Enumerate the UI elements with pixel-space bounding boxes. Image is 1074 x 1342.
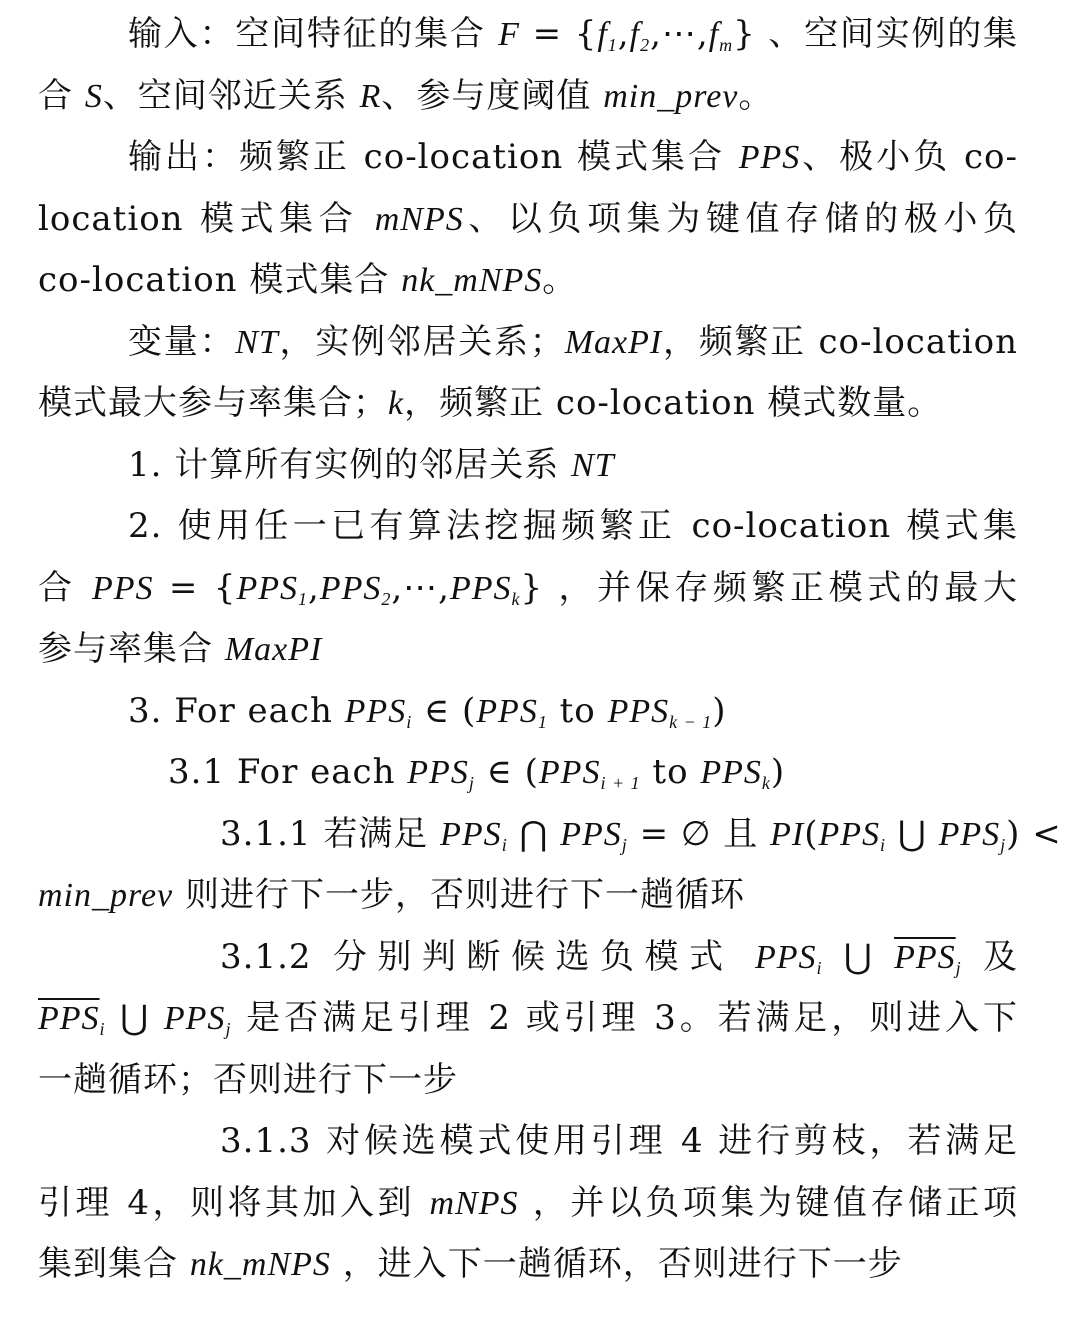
text-run: location 模式集合: [38, 198, 375, 239]
math-overline-symbol: $\overline{PPS}$: [894, 938, 956, 976]
step-3-1-3-line-1: [38, 1111, 1018, 1173]
math-symbol: PPS: [91, 569, 154, 607]
text-run: 输出：频繁正 co-location 模式集合: [128, 137, 739, 177]
math-symbol: PPS: [700, 754, 762, 791]
step-3-1-3-line-3: [38, 1234, 1018, 1296]
text-run: co-location 模式集合: [38, 260, 402, 300]
math-symbol: nk_mNPS: [189, 1246, 331, 1283]
text-run: 一趟循环；否则进行下一步: [38, 1059, 458, 1100]
text-run: ,⋯,: [391, 567, 450, 608]
text-run: 引理 4，则将其加入到: [38, 1182, 430, 1223]
math-subscript: 1: [537, 711, 548, 732]
text-run: = ∅ 且: [627, 813, 771, 854]
math-subscript: i: [880, 834, 887, 855]
text-run: } ，并保存频繁正模式的最大: [520, 567, 1018, 608]
math-symbol: PI: [770, 815, 805, 853]
text-run: ∈ (: [412, 690, 477, 731]
math-symbol: mNPS: [374, 200, 464, 238]
variables-line-2: [38, 373, 1018, 435]
math-subscript: i: [816, 957, 823, 978]
math-symbol: PPS: [163, 1000, 226, 1037]
math-symbol: F: [498, 16, 521, 53]
text-run: 及: [961, 936, 1018, 977]
algorithm-page: [38, 4, 1062, 1296]
math-symbol: PPS: [440, 815, 502, 853]
math-symbol: PPS: [319, 569, 382, 607]
step-3-1-3-line-2: [38, 1173, 1018, 1235]
text-run: 3.1.1 若满足: [220, 813, 441, 854]
math-subscript: 1: [297, 588, 308, 609]
math-subscript: k: [761, 773, 771, 793]
math-subscript: 1: [607, 35, 618, 55]
text-run: ⋃: [886, 813, 939, 854]
math-subscript: m: [719, 35, 734, 55]
step-2-line-2: [38, 558, 1018, 620]
text-run: = {: [520, 14, 598, 54]
math-symbol: min_prev: [603, 77, 739, 115]
step-3-1-2-line-3: [38, 1050, 1018, 1112]
text-run: 变量：: [128, 321, 236, 362]
text-run: ∈ (: [474, 752, 539, 792]
math-symbol: R: [359, 77, 382, 115]
math-symbol: min_prev: [38, 877, 174, 914]
math-symbol: PPS: [754, 938, 817, 976]
text-run: ⋃: [822, 936, 895, 977]
text-run: ，并以负项集为键值存储正项: [518, 1182, 1019, 1223]
step-2-line-3: [38, 619, 1018, 681]
math-symbol: PPS: [818, 815, 881, 853]
text-run: ，频繁正 co-location: [662, 321, 1019, 362]
step-3-1-2-line-2: [38, 988, 1018, 1050]
math-symbol: PPS: [607, 692, 670, 730]
text-run: ，频繁正 co-location 模式数量。: [404, 383, 943, 423]
step-2-line-1: [38, 496, 1018, 558]
math-subscript: j: [225, 1019, 232, 1039]
text-run: 是否满足引理 2 或引理 3。若满足，则进入下: [231, 998, 1018, 1038]
math-symbol: S: [84, 77, 103, 115]
math-subscript: j: [621, 834, 628, 855]
text-run: 3.1.2 分别判断候选负模式: [220, 936, 755, 977]
math-symbol: PPS: [538, 754, 601, 791]
math-symbol: NT: [235, 323, 279, 361]
output-line-1: [38, 127, 1018, 189]
math-symbol: PPS: [449, 569, 512, 607]
text-run: 3.1 For each: [168, 752, 408, 792]
text-run: ,: [617, 14, 630, 54]
text-run: (: [804, 813, 819, 854]
text-run: 3.1.3 对候选模式使用引理 4 进行剪枝，若满足: [220, 1121, 1018, 1161]
math-symbol: PPS: [738, 139, 801, 176]
text-run: ,⋯,: [650, 14, 709, 54]
step-3-1-1-line-1: [38, 804, 1062, 866]
math-subscript: j: [955, 957, 962, 978]
text-run: ⋂: [507, 813, 561, 854]
text-run: 、参与度阈值: [381, 75, 604, 116]
math-overline-symbol: $\overline{PPS}$: [38, 1000, 100, 1037]
math-subscript: j: [468, 773, 475, 793]
input-line-1: [38, 4, 1018, 66]
text-run: ): [712, 690, 727, 731]
output-line-2: [38, 189, 1018, 251]
math-subscript: 2: [640, 35, 651, 55]
text-run: ): [770, 752, 786, 792]
math-symbol: PPS: [560, 815, 622, 853]
math-subscript: i + 1: [600, 773, 641, 793]
text-run: 合: [38, 567, 92, 608]
text-run: 、极小负 co-: [800, 137, 1018, 177]
text-run: 参与率集合: [38, 629, 225, 669]
math-symbol: f: [629, 16, 641, 53]
text-run: ) <: [1006, 813, 1062, 854]
step-3-1-line: [38, 742, 1018, 804]
text-run: 。: [542, 260, 578, 300]
math-symbol: MaxPI: [224, 631, 323, 668]
text-run: ，实例邻居关系；: [278, 321, 565, 362]
step-1-line: [38, 435, 1018, 497]
math-symbol: k: [388, 385, 405, 422]
math-subscript: i: [501, 834, 508, 855]
text-run: 模式最大参与率集合；: [38, 383, 388, 423]
math-symbol: PPS: [344, 692, 407, 730]
step-3-1-1-line-2: [38, 865, 1018, 927]
text-run: 、空间邻近关系: [102, 75, 360, 116]
step-3-1-2-line-1: [38, 927, 1018, 989]
text-run: 集到集合: [38, 1244, 190, 1284]
text-run: = {: [153, 567, 237, 608]
text-run: 输入：空间特征的集合: [128, 14, 499, 54]
text-run: ，进入下一趟循环，否则进行下一步: [330, 1244, 903, 1284]
text-run: } 、空间实例的集: [733, 14, 1018, 54]
math-symbol: PPS: [938, 815, 1001, 853]
math-symbol: mNPS: [429, 1184, 519, 1222]
text-run: to: [547, 690, 608, 731]
text-run: ,: [307, 567, 320, 608]
math-symbol: NT: [571, 446, 615, 484]
step-3-line: [38, 681, 1018, 743]
text-run: 1. 计算所有实例的邻居关系: [128, 444, 572, 485]
math-symbol: nk_mNPS: [401, 262, 543, 299]
math-symbol: MaxPI: [564, 323, 663, 361]
text-run: 3. For each: [128, 690, 345, 731]
input-line-2: [38, 66, 1018, 128]
math-subscript: k: [511, 588, 521, 609]
text-run: 。: [738, 75, 774, 116]
math-subscript: i: [99, 1019, 106, 1039]
text-run: to: [640, 752, 701, 792]
math-subscript: j: [1000, 834, 1007, 855]
text-run: 合: [38, 75, 85, 116]
math-symbol: f: [597, 16, 608, 53]
math-subscript: i: [406, 711, 413, 732]
math-symbol: PPS: [476, 692, 538, 730]
math-symbol: f: [708, 16, 720, 53]
math-subscript: 2: [381, 588, 392, 609]
text-run: ⋃: [105, 998, 164, 1038]
math-symbol: PPS: [236, 569, 298, 607]
text-run: 则进行下一步，否则进行下一趟循环: [173, 875, 745, 915]
variables-line-1: [38, 312, 1018, 374]
text-run: 2. 使用任一已有算法挖掘频繁正 co-location 模式集: [128, 506, 1018, 546]
math-subscript: k − 1: [669, 711, 713, 732]
math-symbol: PPS: [407, 754, 469, 791]
output-line-3: [38, 250, 1018, 312]
text-run: 、以负项集为键值存储的极小负: [463, 198, 1019, 239]
